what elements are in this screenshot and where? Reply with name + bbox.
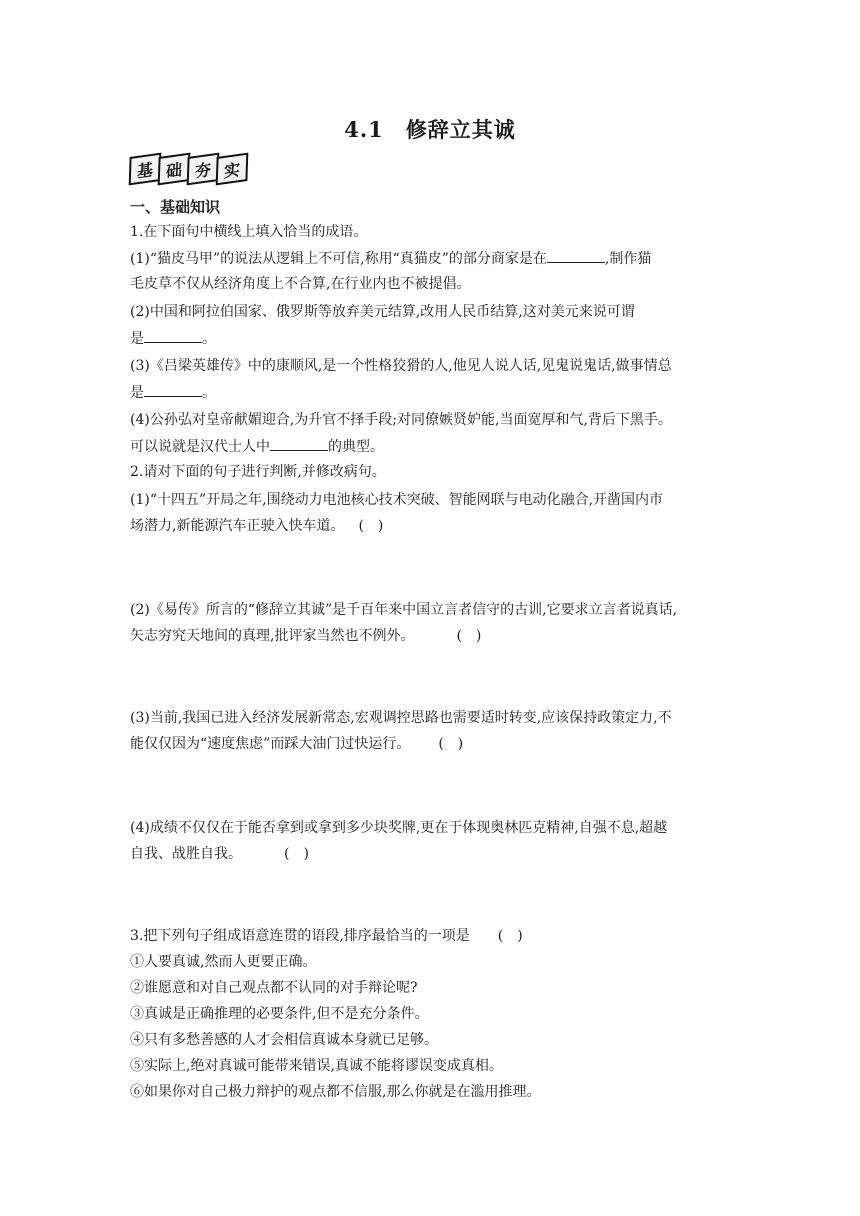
banner-char: 夯 (187, 153, 220, 186)
banner-char: 基 (129, 153, 162, 186)
text-line (130, 462, 740, 482)
text-segment: 。 (202, 331, 216, 347)
answer-parentheses[interactable]: ( ) (358, 518, 384, 534)
text-segment: 自我、战胜自我。 (130, 846, 242, 862)
text-line (130, 734, 740, 754)
text-segment: ②谁愿意和对自己观点都不认同的对手辩论呢? (130, 980, 418, 996)
text-segment: 是 (130, 331, 144, 347)
text-line (130, 356, 740, 376)
text-line (130, 302, 740, 322)
text-line (130, 708, 740, 728)
text-line (130, 600, 740, 620)
text-segment: 2.请对下面的句子进行判断,并修改病句。 (130, 464, 386, 480)
text-segment: 是 (130, 385, 144, 401)
text-segment: (2)中国和阿拉伯国家、俄罗斯等放弃美元结算,改用人民币结算,这对美元来说可谓 (130, 304, 635, 320)
text-line (130, 1004, 740, 1024)
text-segment: ,制作猫 (604, 251, 652, 267)
text-line (130, 978, 740, 998)
text-segment: (3)《吕梁英雄传》中的康顺风,是一个性格狡猾的人,他见人说人话,见鬼说鬼话,做事情总 (130, 358, 672, 374)
text-line (130, 626, 740, 646)
text-segment: (2)《易传》所言的“修辞立其诚”是千百年来中国立言者信守的古训,它要求立言者说真话, (130, 602, 678, 618)
text-segment: ①人要真诚,然而人更要正确。 (130, 954, 317, 970)
answer-parentheses[interactable]: ( ) (483, 928, 523, 944)
section-banner (129, 155, 245, 187)
text-segment: 矢志穷究天地间的真理,批评家当然也不例外。 (130, 628, 415, 644)
text-segment: 3.把下列句子组成语意连贯的语段,排序最恰当的一项是 (130, 928, 470, 944)
text-segment: ⑥如果你对自己极力辩护的观点都不信服,那么你就是在滥用推理。 (130, 1084, 541, 1100)
text-line (130, 516, 740, 536)
text-segment: 毛皮草不仅从经济角度上不合算,在行业内也不被提倡。 (130, 276, 471, 292)
text-line (130, 952, 740, 972)
text-segment: 可以说就是汉代士人中 (130, 439, 270, 455)
text-segment: (3)当前,我国已进入经济发展新常态,宏观调控思路也需要适时转变,应该保持政策定力,不 (130, 710, 672, 726)
text-line (130, 410, 740, 430)
text-line (130, 248, 740, 269)
text-segment: 。 (202, 385, 216, 401)
text-segment: (4)公孙弘对皇帝献媚迎合,为升官不择手段;对同僚嫉贤妒能,当面宽厚和气,背后下黑手。 (130, 412, 672, 428)
section-heading: 一、基础知识 (130, 198, 221, 216)
text-line (130, 490, 740, 510)
text-segment: ③真诚是正确推理的必要条件,但不是充分条件。 (130, 1006, 429, 1022)
text-line (130, 818, 740, 838)
text-segment: ④只有多愁善感的人才会相信真诚本身就已足够。 (130, 1032, 438, 1048)
banner-char: 础 (158, 153, 191, 186)
answer-blank[interactable] (144, 382, 202, 397)
text-segment: 场潜力,新能源汽车正驶入快车道。 (130, 518, 345, 534)
text-line (130, 1030, 740, 1050)
text-segment: 的典型。 (328, 439, 384, 455)
text-line (130, 1082, 740, 1102)
text-segment: (1)“十四五”开局之年,围绕动力电池核心技术突破、智能网联与电动化融合,开凿国内市 (130, 492, 664, 508)
answer-parentheses[interactable]: ( ) (424, 736, 464, 752)
answer-parentheses[interactable]: ( ) (428, 628, 482, 644)
text-line (130, 222, 740, 242)
text-line (130, 844, 740, 864)
text-segment: 1.在下面句中横线上填入恰当的成语。 (130, 224, 368, 240)
text-segment: (4)成绩不仅仅在于能否拿到或拿到多少块奖牌,更在于体现奥林匹克精神,自强不息,超越 (130, 820, 668, 836)
answer-parentheses[interactable]: ( ) (256, 846, 309, 862)
text-line (130, 274, 740, 294)
text-segment: ⑤实际上,绝对真诚可能带来错误,真诚不能将谬误变成真相。 (130, 1058, 503, 1074)
page-title: 4.1 修辞立其诚 (344, 117, 516, 142)
banner-char: 实 (216, 153, 249, 186)
text-line (130, 926, 740, 946)
text-line (130, 436, 740, 457)
text-segment: 能仅仅因为“速度焦虑”而踩大油门过快运行。 (130, 736, 411, 752)
answer-blank[interactable] (547, 248, 605, 263)
answer-blank[interactable] (270, 436, 328, 451)
text-line (130, 328, 740, 349)
answer-blank[interactable] (144, 328, 202, 343)
text-line (130, 1056, 740, 1076)
text-line (130, 382, 740, 403)
text-segment: (1)“猫皮马甲”的说法从逻辑上不可信,称用“真猫皮”的部分商家是在 (130, 251, 547, 267)
